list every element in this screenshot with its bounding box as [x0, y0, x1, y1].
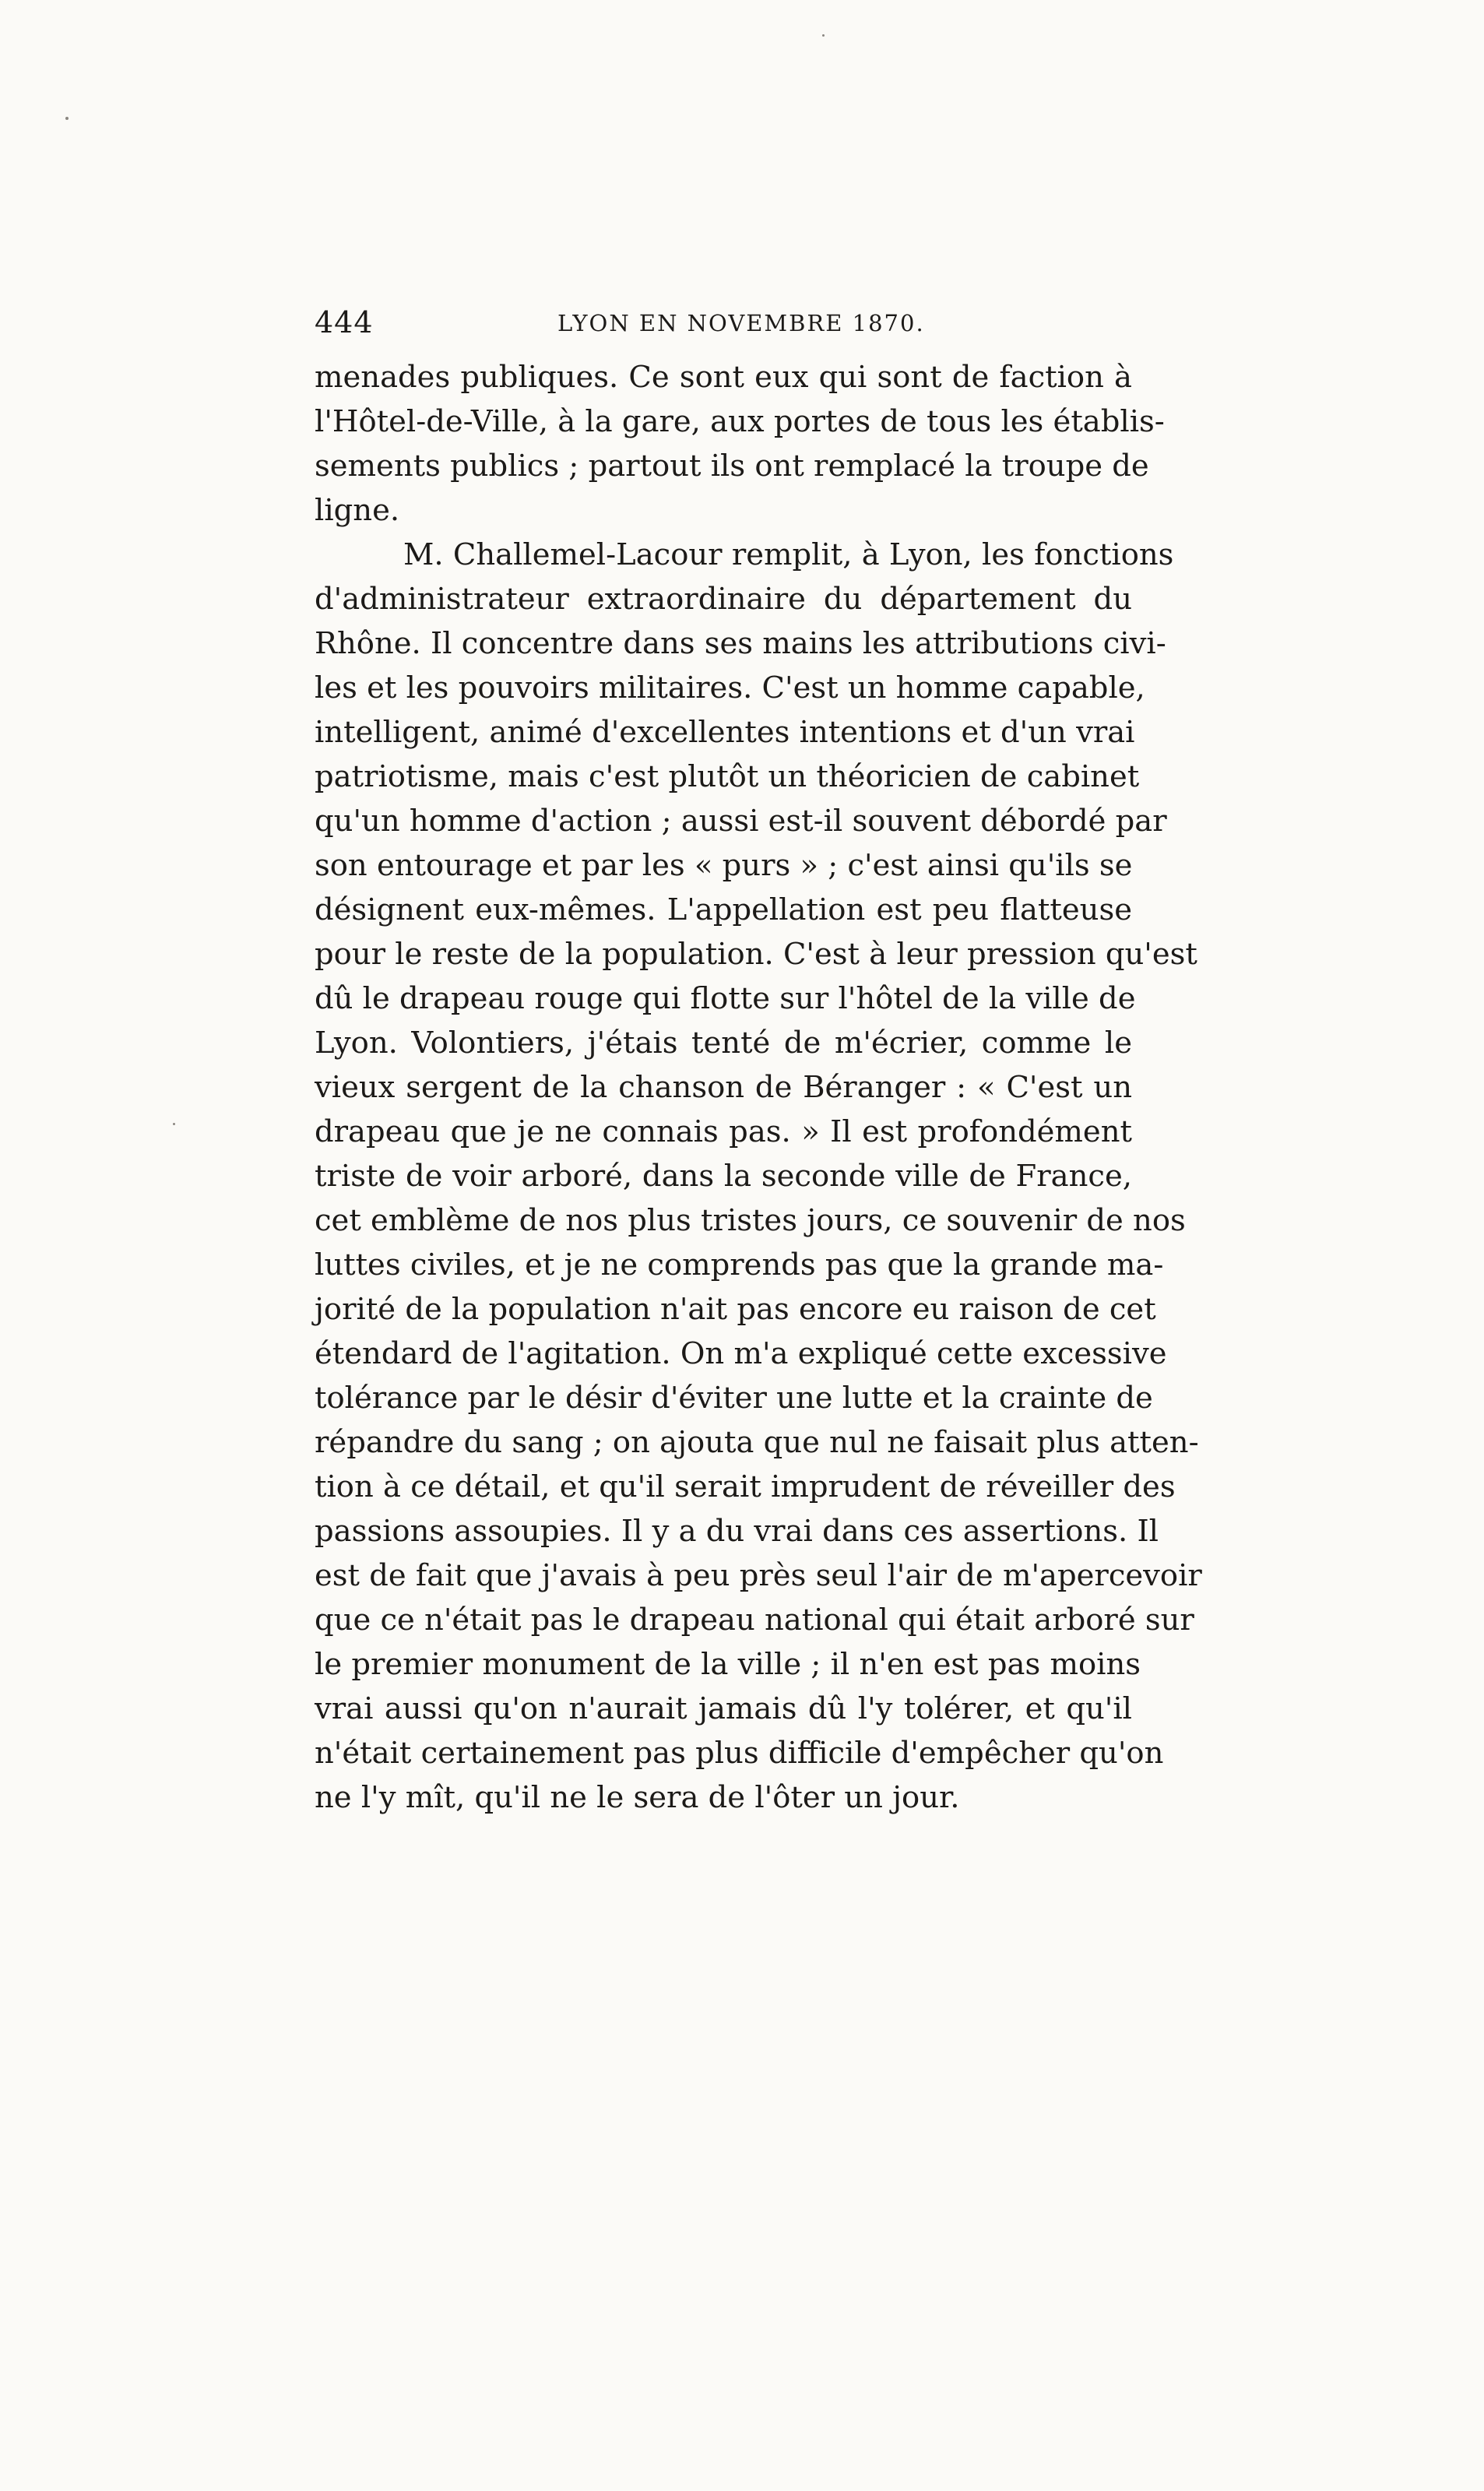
page-number: 444 — [315, 305, 374, 340]
text-line: cet emblème de nos plus tristes jours, ce souvenir de nos — [315, 1203, 1186, 1238]
text-line: passions assoupies. Il y a du vrai dans ces assertions. Il — [315, 1514, 1159, 1549]
text-line: drapeau que je ne connais pas. » Il est profondément — [315, 1114, 1132, 1149]
text-line: qu'un homme d'action ; aussi est-il souvent débordé par — [315, 804, 1167, 839]
running-head — [315, 305, 1132, 352]
text-line: étendard de l'agitation. On m'a expliqué cette excessive — [315, 1336, 1167, 1371]
text-line: d'administrateur extraordinaire du département du — [315, 582, 1132, 617]
text-line: M. Challemel-Lacour remplit, à Lyon, les fonctions — [403, 537, 1174, 572]
running-title: LYON EN NOVEMBRE 1870. — [557, 310, 925, 336]
text-line: patriotisme, mais c'est plutôt un théoricien de cabinet — [315, 759, 1140, 794]
text-line: menades publiques. Ce sont eux qui sont de faction à — [315, 360, 1132, 395]
text-line: luttes civiles, et je ne comprends pas que la grande ma- — [315, 1247, 1164, 1282]
page-speck — [173, 1123, 175, 1125]
text-line: intelligent, animé d'excellentes intentions et d'un vrai — [315, 715, 1135, 750]
text-line: les et les pouvoirs militaires. C'est un homme capable, — [315, 670, 1145, 705]
text-line: triste de voir arboré, dans la seconde ville de France, — [315, 1159, 1132, 1194]
text-line: vieux sergent de la chanson de Béranger : « C'est un — [315, 1070, 1132, 1105]
text-line: sements publics ; partout ils ont remplacé la troupe de — [315, 449, 1149, 484]
text-line: ligne. — [315, 493, 400, 528]
text-line: vrai aussi qu'on n'aurait jamais dû l'y tolérer, et qu'il — [315, 1691, 1132, 1726]
page-speck — [65, 117, 69, 120]
text-line: Rhône. Il concentre dans ses mains les attributions civi- — [315, 626, 1166, 661]
text-line: ne l'y mît, qu'il ne le sera de l'ôter un jour. — [315, 1780, 960, 1815]
text-line: Lyon. Volontiers, j'étais tenté de m'écrier, comme le — [315, 1026, 1132, 1061]
text-line: désignent eux-mêmes. L'appellation est peu flatteuse — [315, 892, 1132, 927]
text-line: son entourage et par les « purs » ; c'est ainsi qu'ils se — [315, 848, 1133, 883]
text-line: que ce n'était pas le drapeau national qui était arboré sur — [315, 1603, 1194, 1638]
text-line: le premier monument de la ville ; il n'en est pas moins — [315, 1647, 1141, 1682]
text-line: est de fait que j'avais à peu près seul l'air de m'apercevoir — [315, 1558, 1202, 1593]
page-speck — [822, 34, 825, 37]
body-text — [315, 355, 1202, 1820]
text-line: tion à ce détail, et qu'il serait imprudent de réveiller des — [315, 1469, 1176, 1504]
text-line: n'était certainement pas plus difficile d'empêcher qu'on — [315, 1736, 1164, 1771]
text-line: répandre du sang ; on ajouta que nul ne faisait plus atten- — [315, 1425, 1199, 1460]
text-line: jorité de la population n'ait pas encore eu raison de cet — [315, 1292, 1156, 1327]
text-line: tolérance par le désir d'éviter une lutte et la crainte de — [315, 1381, 1153, 1416]
text-line: pour le reste de la population. C'est à leur pression qu'est — [315, 937, 1197, 972]
text-line: l'Hôtel-de-Ville, à la gare, aux portes de tous les établis- — [315, 404, 1165, 439]
text-line: dû le drapeau rouge qui flotte sur l'hôtel de la ville de — [315, 981, 1136, 1016]
